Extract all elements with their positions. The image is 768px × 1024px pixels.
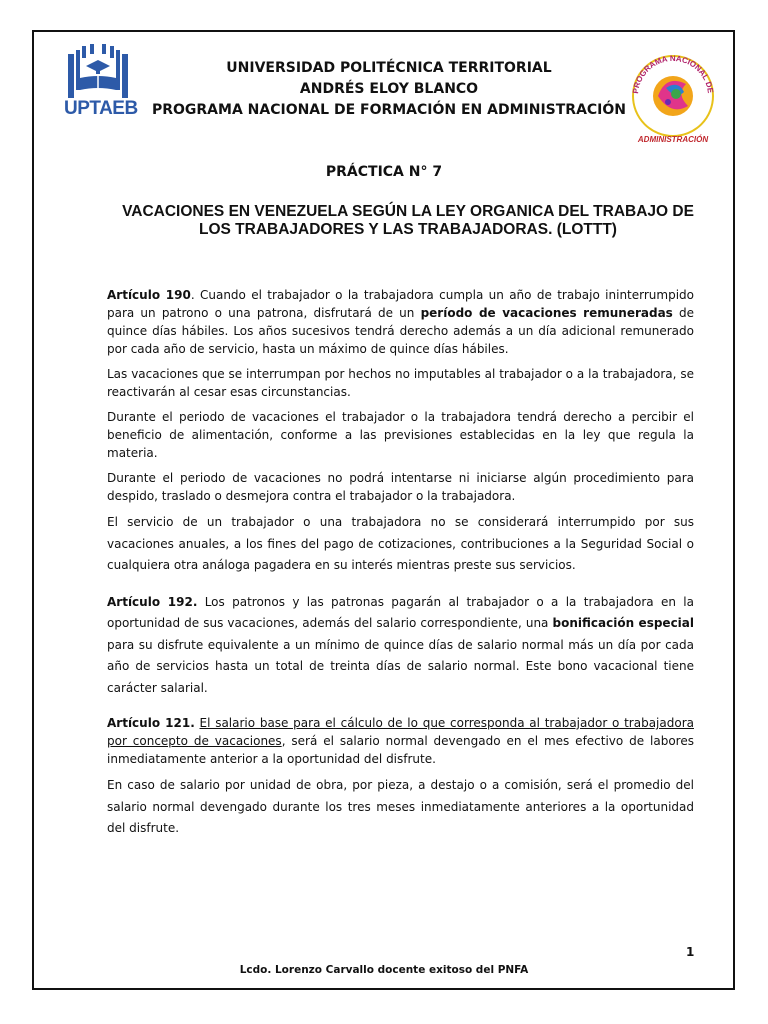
document-title-line-1: VACACIONES EN VENEZUELA SEGÚN LA LEY ORGANICA DEL TRABAJO DE (122, 203, 694, 220)
article-121-paragraph (107, 714, 694, 768)
article-190-bold: período de vacaciones remuneradas (420, 306, 673, 320)
university-emblem-icon (66, 44, 130, 100)
document-title (108, 203, 708, 239)
article-190-text-2: de quince días hábiles. Los años sucesivos tendrá derecho además a un día adicional remunerado por cada año de servicio, hasta un máximo de quince días hábiles. (107, 306, 695, 356)
uptaeb-logo-text: UPTAEB (64, 98, 138, 119)
paragraph-no-dismissal: Durante el periodo de vacaciones no podrá intentarse ni iniciarse algún procedimiento para despido, traslado o desmejora contra el trabajador o la trabajadora. (107, 471, 694, 503)
paragraph-food-benefit: Durante el periodo de vacaciones el trabajador o la trabajadora tendrá derecho a percibir el beneficio de alimentación, conforme a las previsiones establecidas en la ley que regula la materia. (107, 410, 694, 460)
article-192-text-1: Los patronos y las patronas pagarán al trabajador o a la trabajadora en la oportunidad de sus vacaciones, además del salario correspondiente, una (107, 594, 694, 630)
pnfa-bottom-text: ADMINISTRACIÓN (637, 135, 709, 144)
header-line-2: ANDRÉS ELOY BLANCO (299, 81, 479, 97)
article-192-text-2: para su disfrute equivalente a un mínimo de quince días de salario normal más un día por cada año de servicios hasta un total de treinta días de salario normal. Este bono vacacional tiene carácter salarial. (107, 637, 694, 695)
page-number: 1 (686, 945, 695, 959)
paragraph-piecework-salary: En caso de salario por unidad de obra, por pieza, a destajo o a comisión, será el promedio del salario normal devengado durante los tres meses inmediatamente anteriores a la oportunidad del disfrute. (107, 778, 694, 835)
article-192-label: Artículo 192. (107, 594, 198, 609)
institution-header (150, 58, 628, 121)
page-footer: Lcdo. Lorenzo Carvallo docente exitoso del PNFA (239, 964, 529, 976)
paragraph-interruption: Las vacaciones que se interrumpan por hechos no imputables al trabajador o a la trabajadora, se reactivarán al cesar esas circunstancias. (107, 367, 694, 399)
paragraph-service-continuity: El servicio de un trabajador o una trabajadora no se considerará interrumpido por sus vacaciones anuales, a los fines del pago de cotizaciones, contribuciones a la Seguridad Social o cualquiera otra análoga pagadera en su interés mientras preste sus servicios. (107, 515, 694, 572)
article-190-label: Artículo 190 (107, 288, 191, 302)
document-title-line-2: LOS TRABAJADORES Y LAS TRABAJADORAS. (LOTTT) (199, 221, 617, 238)
article-192-bold: bonificación especial (552, 616, 695, 630)
article-190-text-1: . Cuando el trabajador o la trabajadora cumpla un año de trabajo ininterrumpido para un patrono o una patrona, disfrutará de un (107, 288, 694, 320)
article-190-paragraph (107, 286, 694, 358)
article-192-paragraph (107, 592, 694, 700)
pnfa-ring-text: PROGRAMA NACIONAL DE (631, 53, 715, 95)
pnfa-emblem-icon (626, 44, 720, 148)
document-body (107, 286, 694, 847)
header-line-1: UNIVERSIDAD POLITÉCNICA TERRITORIAL (226, 60, 552, 76)
article-121-label: Artículo 121. (107, 716, 195, 730)
article-121-text-2: , será el salario normal devengado en el mes efectivo de labores inmediatamente anterior a la oportunidad del disfrute. (107, 734, 694, 766)
practice-title: PRÁCTICA N° 7 (325, 164, 443, 180)
pnfa-logo (626, 44, 720, 148)
article-121-underlined: El salario base para el cálculo de lo que corresponda al trabajador o trabajadora por concepto de vacaciones (107, 716, 694, 748)
header-line-3: PROGRAMA NACIONAL DE FORMACIÓN EN ADMINISTRACIÓN (151, 102, 627, 118)
